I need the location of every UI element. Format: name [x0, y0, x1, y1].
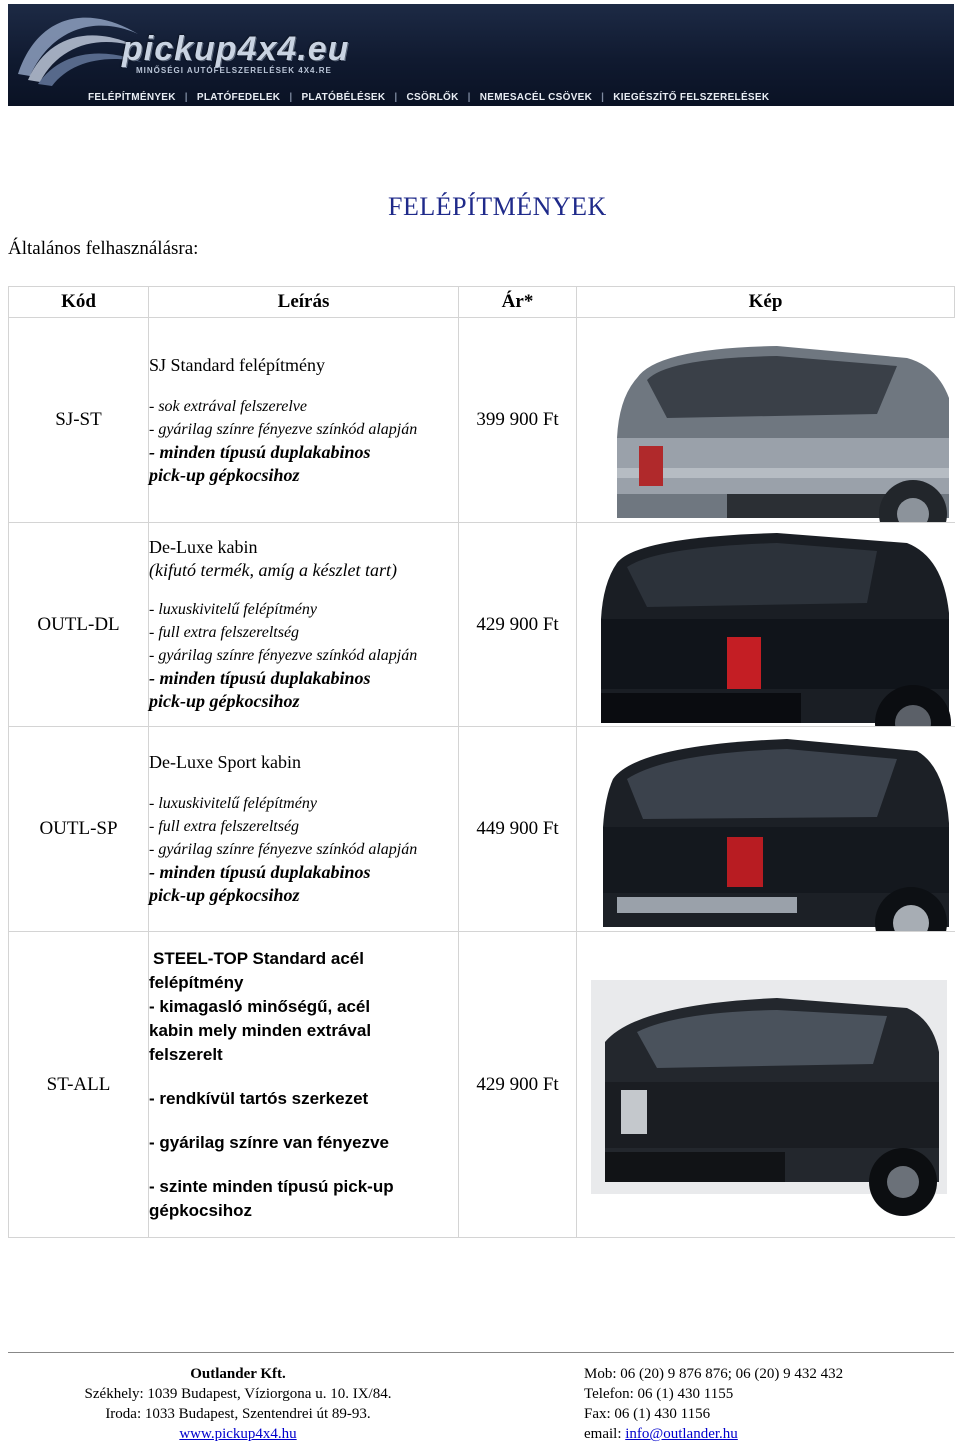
page-title: FELÉPÍTMÉNYEK: [388, 192, 607, 221]
product-code: OUTL-DL: [9, 523, 149, 727]
product-code: OUTL-SP: [9, 727, 149, 932]
car-canopy-image-black: [577, 523, 955, 726]
feature-line: pick-up gépkocsihoz: [149, 464, 300, 485]
nav-item-nemesacel-csovek[interactable]: NEMESACÉL CSÖVEK: [479, 91, 593, 103]
logo-text: pickup4x4.eu: [122, 30, 350, 68]
product-table: [8, 286, 955, 1238]
product-price: 399 900 Ft: [459, 318, 577, 523]
feature-line: - luxuskivitelű felépítmény: [149, 601, 317, 618]
phone-number: Telefon: 06 (1) 430 1155: [584, 1386, 734, 1402]
banner-nav: [8, 88, 954, 106]
car-canopy-image-steel: [577, 932, 955, 1237]
feature-line: - sok extrával felszerelve: [149, 397, 308, 415]
steel-description: [149, 947, 458, 1223]
product-price: 429 900 Ft: [459, 523, 577, 727]
product-title: SJ Standard felépítmény: [149, 354, 325, 375]
product-code: SJ-ST: [9, 318, 149, 523]
feature-line: - full extra felszereltség: [149, 624, 300, 641]
product-price: 449 900 Ft: [459, 727, 577, 932]
logo-tagline: MINŐSÉGI AUTÓFELSZERELÉSEK 4X4.RE: [136, 66, 332, 75]
product-title: De-Luxe Sport kabin: [149, 752, 301, 772]
car-canopy-image-silver: [577, 318, 955, 522]
usage-label: Általános felhasználásra:: [8, 238, 199, 259]
feature-line: - gyárilag színre van fényezve: [149, 1132, 389, 1152]
company-name: Outlander Kft.: [190, 1366, 286, 1382]
hq-address: Székhely: 1039 Budapest, Víziorgona u. 10. IX/84.: [84, 1386, 392, 1402]
product-image: [577, 318, 955, 523]
office-address: Iroda: 1033 Budapest, Szentendrei út 89-93.: [105, 1406, 371, 1422]
mobile-number: Mob: 06 (20) 9 876 876; 06 (20) 9 432 432: [584, 1366, 844, 1382]
nav-separator: |: [184, 91, 188, 103]
nav-item-kiegeszito[interactable]: KIEGÉSZÍTŐ FELSZERELÉSEK: [613, 91, 770, 103]
feature-line: - minden típusú duplakabinos: [149, 441, 371, 462]
product-code: ST-ALL: [9, 932, 149, 1238]
feature-line: - luxuskivitelű felépítmény: [149, 795, 317, 812]
product-image: [577, 523, 955, 727]
table-header-row: [9, 287, 955, 318]
product-title: De-Luxe kabin: [149, 537, 258, 557]
product-description: [149, 318, 459, 523]
feature-line: felszerelt: [149, 1044, 223, 1064]
nav-separator: |: [394, 91, 398, 103]
feature-line: - gyárilag színre fényezve színkód alapján: [149, 647, 418, 664]
product-image: [577, 727, 955, 932]
fax-number: Fax: 06 (1) 430 1156: [584, 1406, 711, 1422]
footer-contacts: [584, 1364, 954, 1444]
product-title: STEEL-TOP Standard acél: [153, 948, 364, 968]
nav-separator: |: [289, 91, 293, 103]
feature-line: pick-up gépkocsihoz: [149, 885, 300, 905]
product-note: (kifutó termék, amíg a készlet tart): [149, 560, 397, 580]
feature-line: - gyárilag színre fényezve színkód alapján: [149, 841, 418, 858]
feature-line: kabin mely minden extrával: [149, 1020, 372, 1040]
header-picture: Kép: [577, 287, 955, 318]
nav-item-felepitmenyek[interactable]: FELÉPÍTMÉNYEK: [88, 91, 176, 103]
feature-line: - minden típusú duplakabinos: [149, 862, 371, 882]
nav-item-csorlok[interactable]: CSÖRLŐK: [406, 91, 459, 103]
table-row: [9, 932, 955, 1238]
nav-separator: |: [467, 91, 471, 103]
nav-item-platofedelek[interactable]: PLATÓFEDELEK: [196, 91, 281, 103]
car-canopy-image-sport: [577, 727, 955, 931]
feature-line: - full extra felszereltség: [149, 818, 300, 835]
email-label: email:: [584, 1426, 626, 1442]
table-row: [9, 727, 955, 932]
header-description: Leírás: [149, 287, 459, 318]
footer-divider: [8, 1352, 954, 1353]
header-price: Ár*: [459, 287, 577, 318]
header-code: Kód: [9, 287, 149, 318]
site-banner: [8, 4, 954, 106]
nav-item-platobelesek[interactable]: PLATÓBÉLÉSEK: [301, 91, 386, 103]
product-description: [149, 727, 459, 932]
feature-line: felépítmény: [149, 972, 244, 992]
email-link[interactable]: info@outlander.hu: [625, 1426, 738, 1442]
feature-line: - gyárilag színre fényezve színkód alapján: [149, 420, 418, 438]
table-row: [9, 318, 955, 523]
feature-line: gépkocsihoz: [149, 1200, 252, 1220]
feature-line: - szinte minden típusú pick-up: [149, 1176, 394, 1196]
product-description: [149, 523, 459, 727]
product-price: 429 900 Ft: [459, 932, 577, 1238]
nav-separator: |: [601, 91, 605, 103]
feature-line: - minden típusú duplakabinos: [149, 668, 371, 688]
table-row: [9, 523, 955, 727]
website-link[interactable]: www.pickup4x4.hu: [179, 1426, 297, 1442]
product-description: [149, 932, 459, 1238]
footer-address: [8, 1364, 468, 1444]
feature-line: pick-up gépkocsihoz: [149, 691, 300, 711]
feature-line: - rendkívül tartós szerkezet: [149, 1088, 369, 1108]
feature-line: - kimagasló minőségű, acél: [149, 996, 371, 1016]
product-image: [577, 932, 955, 1238]
